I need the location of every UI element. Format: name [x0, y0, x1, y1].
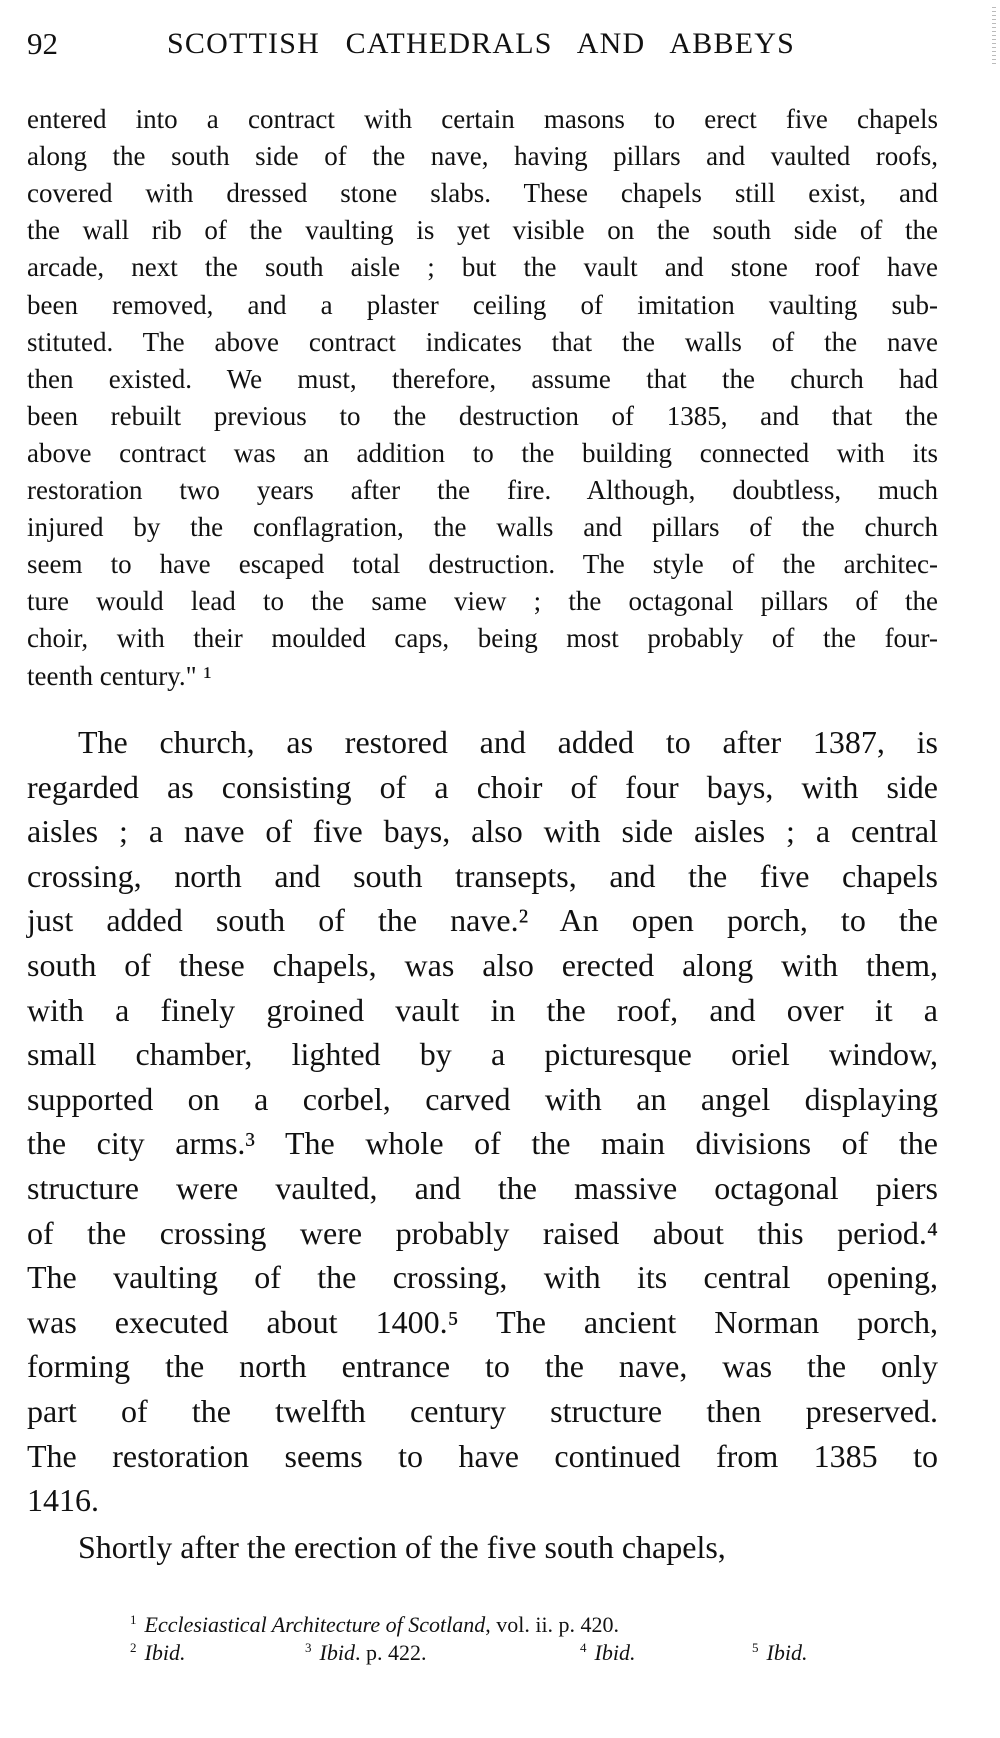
text-line: then existed. We must, therefore, assume that the church had — [27, 363, 938, 394]
text-line: structure were vaulted, and the massive octagonal piers — [27, 1170, 938, 1206]
text-line: small chamber, lighted by a picturesque oriel window, — [27, 1036, 938, 1073]
text-line: been rebuilt previous to the destruction of 1385, and that the — [27, 400, 938, 431]
text-line: seem to have escaped total destruction. The style of the architec- — [27, 549, 938, 580]
footnote-4 — [580, 1634, 635, 1667]
scan-speckle — [992, 4, 996, 64]
text-line: was executed about 1400.⁵ The ancient Norman porch, — [27, 1303, 938, 1340]
footnote-reference: . p. 422. — [354, 1640, 427, 1665]
footnote-mark: 4 — [580, 1640, 587, 1655]
footnote-title: Ibid. — [144, 1640, 186, 1665]
footnote-mark: 3 — [305, 1640, 312, 1655]
text-line: The vaulting of the crossing, with its central opening, — [27, 1259, 938, 1296]
footnote-reference: , vol. ii. p. 420. — [485, 1612, 620, 1637]
footnote-3 — [305, 1634, 426, 1667]
footnote-title: Ibid. — [594, 1640, 636, 1665]
text-line: supported on a corbel, carved with an angel displaying — [27, 1080, 938, 1117]
text-line: forming the north entrance to the nave, was the only — [27, 1348, 938, 1385]
text-line: 1416. — [27, 1482, 99, 1519]
text-line: just added south of the nave.² An open porch, to the — [27, 902, 938, 939]
text-line: above contract was an addition to the building connected with its — [27, 437, 938, 468]
footnote-mark: 5 — [752, 1640, 759, 1655]
running-title: SCOTTISH CATHEDRALS AND ABBEYS — [167, 27, 795, 60]
text-line: south of these chapels, was also erected along with them, — [27, 947, 938, 983]
text-line: the wall rib of the vaulting is yet visible on the south side of the — [27, 215, 938, 246]
text-line: arcade, next the south aisle ; but the vault and stone roof have — [27, 252, 938, 283]
footnote-title: Ibid — [319, 1640, 355, 1665]
text-line: the city arms.³ The whole of the main divisions of the — [27, 1125, 938, 1162]
text-line: entered into a contract with certain masons to erect five chapels — [27, 104, 938, 134]
text-line: teenth century." ¹ — [27, 660, 212, 691]
text-line: aisles ; a nave of five bays, also with side aisles ; a central — [27, 813, 938, 850]
text-line: ture would lead to the same view ; the octagonal pillars of the — [27, 586, 938, 617]
text-line: Shortly after the erection of the five south chapels, — [78, 1529, 726, 1565]
text-line: part of the twelfth century structure then preserved. — [27, 1393, 938, 1429]
text-line: restoration two years after the fire. Although, doubtless, much — [27, 475, 938, 505]
footnote-title: Ecclesiastical Architecture of Scotland — [144, 1612, 486, 1637]
text-line: with a finely groined vault in the roof, and over it a — [27, 991, 938, 1028]
footnote-2 — [130, 1634, 185, 1667]
text-line: along the south side of the nave, having pillars and vaulted roofs, — [27, 141, 938, 172]
text-line: been removed, and a plaster ceiling of imitation vaulting sub- — [27, 289, 938, 320]
page-number: 92 — [27, 26, 58, 61]
footnote-mark: 1 — [130, 1612, 137, 1627]
text-line: regarded as consisting of a choir of four bays, with side — [27, 768, 938, 805]
text-line: covered with dressed stone slabs. These chapels still exist, and — [27, 178, 938, 209]
text-line: The restoration seems to have continued from 1385 to — [27, 1437, 938, 1474]
text-line: stituted. The above contract indicates that the walls of the nave — [27, 326, 938, 357]
footnote-mark: 2 — [130, 1640, 137, 1655]
text-line: choir, with their moulded caps, being most probably of the four- — [27, 623, 938, 654]
text-line: of the crossing were probably raised about this period.⁴ — [27, 1214, 938, 1251]
text-line: crossing, north and south transepts, and the five chapels — [27, 857, 938, 894]
text-line: injured by the conflagration, the walls and pillars of the church — [27, 512, 938, 543]
footnote-title: Ibid. — [766, 1640, 808, 1665]
text-line: The church, as restored and added to after 1387, is — [78, 724, 938, 760]
footnote-5 — [752, 1634, 807, 1667]
